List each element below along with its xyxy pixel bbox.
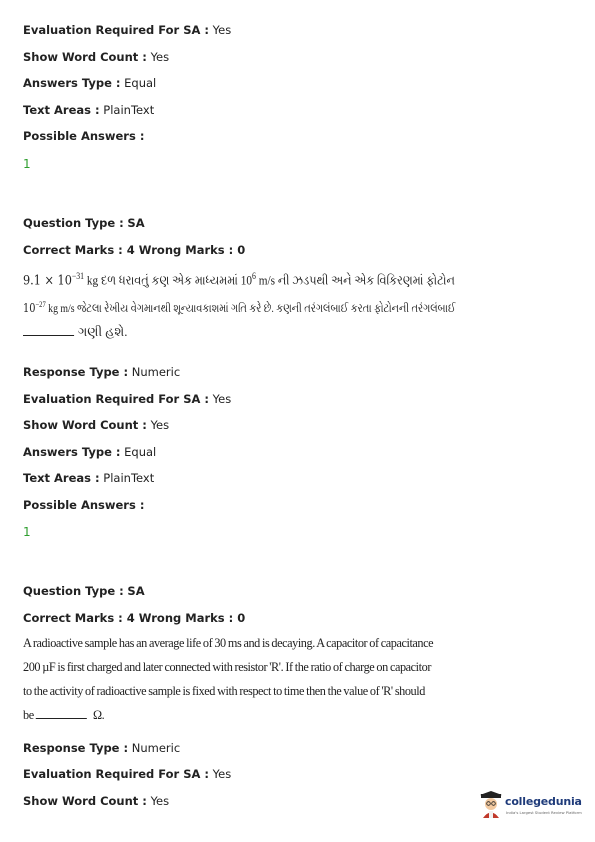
eval-required-value: Yes [212,23,232,37]
question-line-1: A radioactive sample has an average life of 30 ms and is decaying. A capacitor of capacitance [23,636,434,650]
show-word-count-label: Show Word Count : [23,50,147,64]
question-type-label: Question Type : [23,216,124,230]
answers-type-row [23,445,156,459]
answers-type-label: Answers Type : [23,76,121,90]
question-line-3: to the activity of radioactive sample is fixed with respect to time then the value of 'R' should [23,684,425,698]
question-line-2: 200 µF is first charged and later connected with resistor 'R'. If the ratio of charge on capacitor [23,660,431,674]
question-line-1: $9.1 \times 10^{-31}$ kg દળ ધરાવતું કણ એક માધ્યમમાં $10^6$ m/s ની ઝડપથી અને એક વિકિરણમાં ફોટોન [23,271,455,289]
text-areas-label: Text Areas : [23,471,100,485]
question-line-4: be Ω. [23,708,105,722]
eval-required-label: Evaluation Required For SA : [23,767,210,781]
answers-type-value: Equal [124,76,157,90]
response-type-row [23,741,180,755]
question-type-label: Question Type : [23,584,124,598]
possible-answers-label: Possible Answers : [23,498,145,512]
show-word-count-row [23,794,169,808]
marks-row [23,611,245,625]
logo-tagline: India's Largest Student Review Platform [506,810,582,815]
marks-label: Correct Marks : 4 Wrong Marks : 0 [23,243,246,257]
question-type-value: SA [127,584,145,598]
question-type-value: SA [127,216,145,230]
student-mascot-icon [478,791,504,819]
eval-required-row [23,392,231,406]
answers-type-label: Answers Type : [23,445,121,459]
text-areas-row [23,103,154,117]
text-areas-value: PlainText [103,471,155,485]
marks-row [23,243,245,257]
question-line-2: $10^{-27}$ kg m/s જેટલા રેખીય વેગમાનથી શૂન્યાવકાશમાં ગતિ કરે છે. કણની તરંગલંબાઈ કરતા ફોટોનની તરંગલંબાઈ [23,300,456,316]
possible-answers-label: Possible Answers : [23,129,145,143]
response-type-row [23,365,180,379]
response-type-label: Response Type : [23,365,129,379]
answer-blank [23,325,74,336]
question-type-row [23,584,145,598]
question-text [23,264,463,344]
possible-answer-value: 1 [23,157,31,171]
eval-required-value: Yes [212,767,232,781]
answers-type-value: Equal [124,445,157,459]
possible-answer-value: 1 [23,525,31,539]
show-word-count-row [23,50,169,64]
response-type-value: Numeric [131,365,181,379]
question-line-3: ગણી હશે. [23,320,127,344]
question-type-row [23,216,145,230]
eval-required-row [23,767,231,781]
show-word-count-value: Yes [150,50,170,64]
collegedunia-logo [478,791,588,821]
show-word-count-value: Yes [150,794,170,808]
text-areas-value: PlainText [103,103,155,117]
eval-required-row [23,23,231,37]
response-type-value: Numeric [131,741,181,755]
answer-blank [36,708,87,719]
show-word-count-label: Show Word Count : [23,418,147,432]
text-areas-row [23,471,154,485]
question-text [23,631,463,727]
response-type-label: Response Type : [23,741,129,755]
show-word-count-row [23,418,169,432]
show-word-count-label: Show Word Count : [23,794,147,808]
show-word-count-value: Yes [150,418,170,432]
eval-required-label: Evaluation Required For SA : [23,23,210,37]
marks-label: Correct Marks : 4 Wrong Marks : 0 [23,611,246,625]
eval-required-label: Evaluation Required For SA : [23,392,210,406]
possible-answers-row [23,129,144,143]
possible-answers-row [23,498,144,512]
eval-required-value: Yes [212,392,232,406]
answers-type-row [23,76,156,90]
text-areas-label: Text Areas : [23,103,100,117]
logo-name: collegedunia [505,795,582,808]
